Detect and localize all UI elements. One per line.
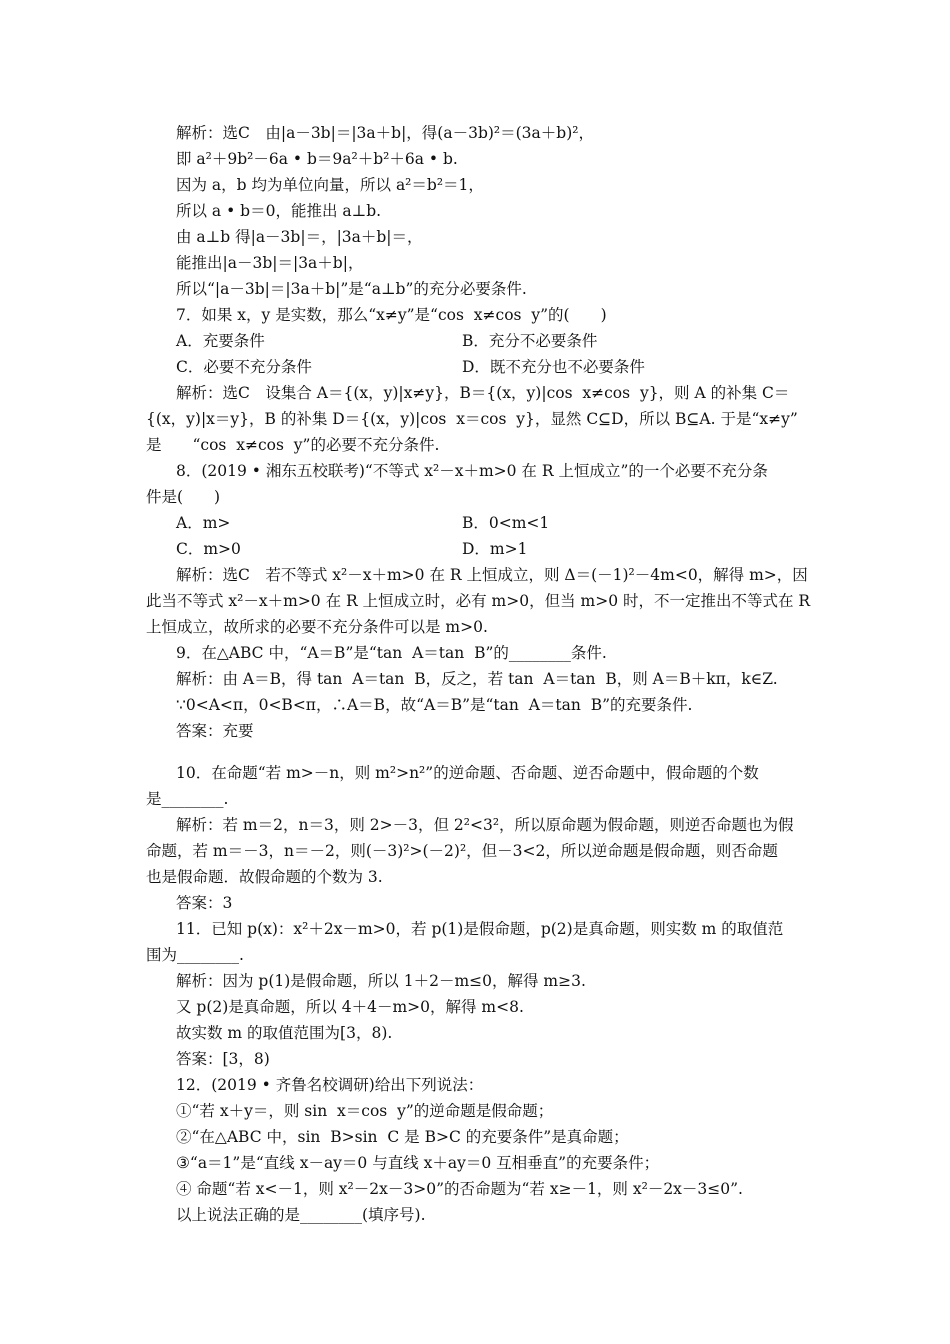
- q8-stem-line-2: 件是( ): [146, 488, 221, 506]
- q9-stem: 9．在△ABC 中，“A＝B”是“tan A＝tan B”的________条件.: [176, 644, 607, 662]
- q8-option-c: C．m>0: [176, 540, 241, 558]
- q7-option-c: C．必要不充分条件: [176, 358, 312, 376]
- q12-prompt: 以上说法正确的是________(填序号).: [176, 1206, 426, 1224]
- q7-stem: 7．如果 x，y 是实数，那么“x≠y”是“cos x≠cos y”的( ): [176, 306, 607, 324]
- q7-solution-line-1: 解析：选C 设集合 A＝{(x，y)|x≠y}，B＝{(x，y)|cos x≠cos y}，则 A 的补集 C＝: [176, 384, 790, 402]
- q9-solution-line-1: 解析：由 A＝B，得 tan A＝tan B，反之，若 tan A＝tan B，则 A＝B＋kπ，k∈Z.: [176, 670, 778, 688]
- q10-stem-line-2: 是________.: [146, 790, 229, 808]
- q12-statement-3: ③“a＝1”是“直线 x－ay＝0 与直线 x＋ay＝0 互相垂直”的充要条件；: [176, 1154, 660, 1172]
- q11-solution-line-1: 解析：因为 p(1)是假命题，所以 1＋2－m≤0，解得 m≥3.: [176, 972, 586, 990]
- q9-answer: 答案：充要: [176, 722, 254, 740]
- q6-solution-line-7: 所以“|a－3b|＝|3a＋b|”是“a⊥b”的充分必要条件.: [176, 280, 527, 298]
- q6-solution-line-4: 所以 a • b＝0，能推出 a⊥b.: [176, 202, 382, 220]
- q11-answer: 答案：[3，8): [176, 1050, 270, 1068]
- q10-answer: 答案：3: [176, 894, 233, 912]
- q8-solution-line-1: 解析：选C 若不等式 x²－x＋m>0 在 R 上恒成立，则 Δ＝(－1)²－4m<0，解得 m>，因: [176, 566, 808, 584]
- q11-solution-line-3: 故实数 m 的取值范围为[3，8).: [176, 1024, 393, 1042]
- q11-stem-line-2: 围为________.: [146, 946, 244, 964]
- q9-solution-line-2: ∵0<A<π，0<B<π，∴A＝B，故“A＝B”是“tan A＝tan B”的充要条件.: [176, 696, 693, 714]
- q8-option-d: D．m>1: [462, 540, 528, 558]
- q10-solution-line-2: 命题，若 m＝－3，n＝－2，则(－3)²>(－2)²，但－3<2，所以逆命题是假命题，则否命题: [146, 842, 778, 860]
- q6-solution-line-5: 由 a⊥b 得|a－3b|＝，|3a＋b|＝，: [176, 228, 423, 246]
- q8-solution-line-3: 上恒成立，故所求的必要不充分条件可以是 m>0.: [146, 618, 488, 636]
- q7-option-a: A．充要条件: [176, 332, 265, 350]
- q8-option-a: A．m>: [176, 514, 231, 532]
- q11-solution-line-2: 又 p(2)是真命题，所以 4＋4－m>0，解得 m<8.: [176, 998, 524, 1016]
- q6-solution-line-3: 因为 a，b 均为单位向量，所以 a²＝b²＝1，: [176, 176, 484, 194]
- q6-solution-line-2: 即 a²＋9b²－6a • b＝9a²＋b²＋6a • b.: [176, 150, 458, 168]
- q7-option-b: B．充分不必要条件: [462, 332, 598, 350]
- q8-option-b: B．0<m<1: [462, 514, 550, 532]
- q10-solution-line-1: 解析：若 m＝2，n＝3，则 2>－3，但 2²<3²，所以原命题为假命题，则逆否命题也为假: [176, 816, 794, 834]
- q8-stem-line-1: 8．(2019 • 湘东五校联考)“不等式 x²－x＋m>0 在 R 上恒成立”的一个必要不充分条: [176, 462, 768, 480]
- q12-statement-1: ①“若 x＋y＝，则 sin x＝cos y”的逆命题是假命题；: [176, 1102, 554, 1120]
- q8-solution-line-2: 此当不等式 x²－x＋m>0 在 R 上恒成立时，必有 m>0，但当 m>0 时，不一定推出不等式在 R: [146, 592, 811, 610]
- q12-statement-4: ④ 命题“若 x<－1，则 x²－2x－3>0”的否命题为“若 x≥－1，则 x²－2x－3≤0”.: [176, 1180, 743, 1198]
- q12-statement-2: ②“在△ABC 中，sin B>sin C 是 B>C 的充要条件”是真命题；: [176, 1128, 629, 1146]
- q12-stem: 12．(2019 • 齐鲁名校调研)给出下列说法：: [176, 1076, 484, 1094]
- q6-solution-line-6: 能推出|a－3b|＝|3a＋b|，: [176, 254, 364, 272]
- q7-option-d: D．既不充分也不必要条件: [462, 358, 645, 376]
- q7-solution-line-2: {(x，y)|x＝y}，B 的补集 D＝{(x，y)|cos x＝cos y}，显然 C⊆D，所以 B⊆A. 于是“x≠y”: [146, 410, 798, 428]
- q10-solution-line-3: 也是假命题．故假命题的个数为 3.: [146, 868, 383, 886]
- q7-solution-line-3: 是 “cos x≠cos y”的必要不充分条件.: [146, 436, 440, 454]
- q10-stem-line-1: 10．在命题“若 m>－n，则 m²>n²”的逆命题、否命题、逆否命题中，假命题的个数: [176, 764, 759, 782]
- q6-solution-line-1: 解析：选C 由|a－3b|＝|3a＋b|，得(a－3b)²＝(3a＋b)²，: [176, 124, 594, 142]
- q11-stem-line-1: 11．已知 p(x)：x²＋2x－m>0，若 p(1)是假命题，p(2)是真命题，则实数 m 的取值范: [176, 920, 784, 938]
